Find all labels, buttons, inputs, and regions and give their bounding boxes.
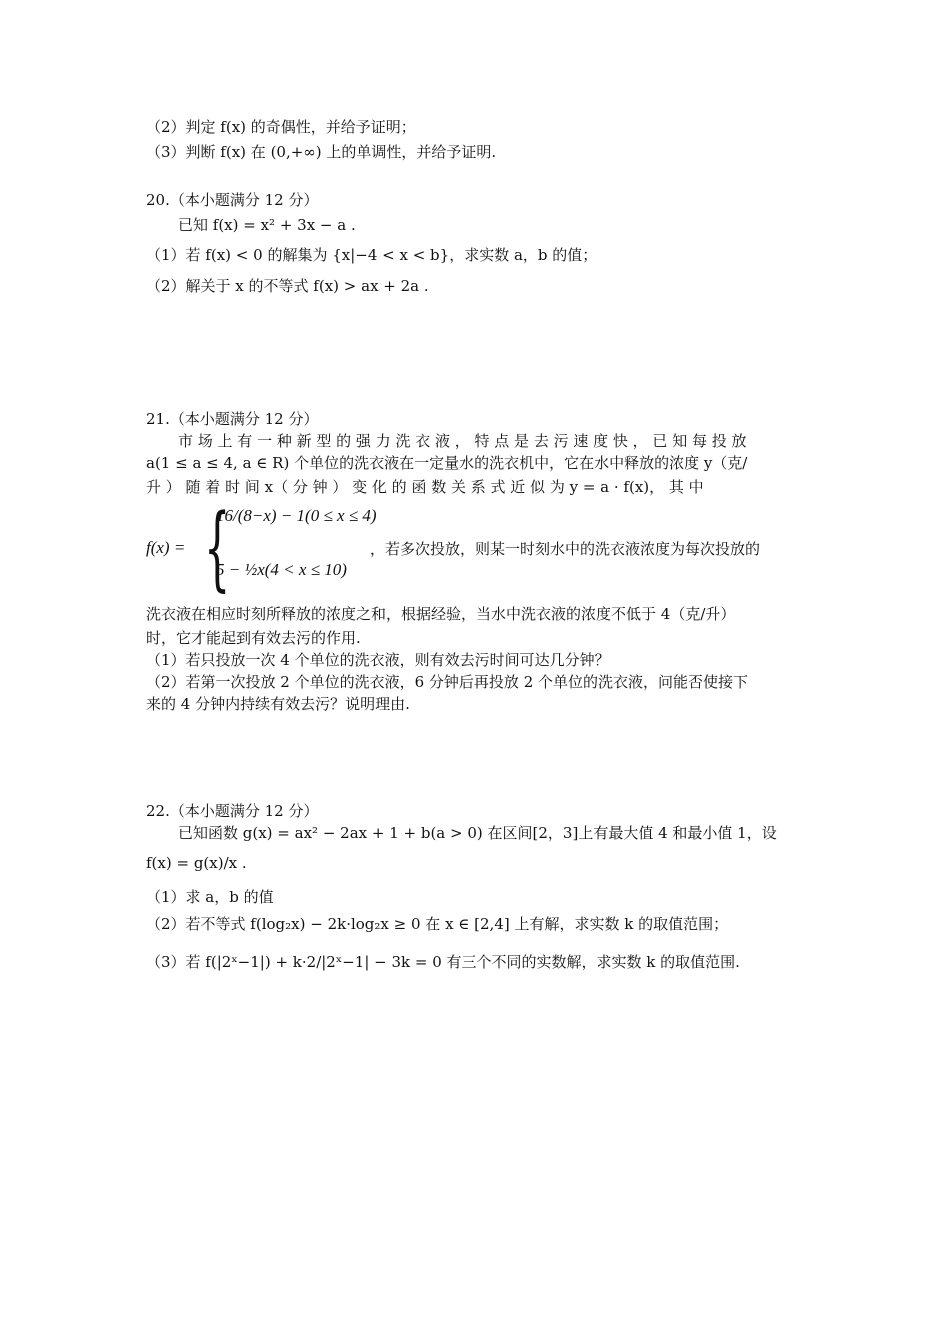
q21-line3: 升 ） 随 着 时 间 x（ 分 钟 ） 变 化 的 函 数 关 系 式 近 似 为 y = a · f(x)， 其 中 bbox=[146, 478, 704, 496]
q22-title: 22.（本小题满分 12 分） bbox=[146, 802, 319, 820]
q22-given: 已知函数 g(x) = ax² − 2ax + 1 + b(a > 0) 在区间[2，3]上有最大值 4 和最小值 1，设 bbox=[178, 824, 777, 842]
piecewise-lhs: f(x) = bbox=[146, 538, 186, 557]
q20-part2: （2）解关于 x 的不等式 f(x) > ax + 2a . bbox=[146, 277, 429, 295]
q21-part2b: 来的 4 分钟内持续有效去污？说明理由. bbox=[146, 695, 410, 713]
q19-part3: （3）判断 f(x) 在 (0,+∞) 上的单调性，并给予证明. bbox=[146, 143, 497, 161]
q22-part1: （1）求 a，b 的值 bbox=[146, 888, 274, 906]
q20-title: 20.（本小题满分 12 分） bbox=[146, 191, 319, 209]
q21-line1: 市 场 上 有 一 种 新 型 的 强 力 洗 衣 液 ， 特 点 是 去 污 速 度 快 ， 已 知 每 投 放 bbox=[178, 432, 747, 450]
piecewise-followup-text: ，若多次投放，则某一时刻水中的洗衣液浓度为每次投放的 bbox=[370, 540, 761, 558]
q21-line5: 洗衣液在相应时刻所释放的浓度之和，根据经验，当水中洗衣液的浓度不低于 4（克/升） bbox=[146, 605, 736, 623]
q22-part3: （3）若 f(|2ˣ−1|) + k·2/|2ˣ−1| − 3k = 0 有三个不同的实数解，求实数 k 的取值范围. bbox=[146, 953, 740, 971]
q19-part2: （2）判定 f(x) 的奇偶性，并给予证明； bbox=[146, 118, 416, 136]
q21-line6: 时，它才能起到有效去污的作用. bbox=[146, 629, 361, 647]
q20-given: 已知 f(x) = x² + 3x − a . bbox=[178, 216, 356, 234]
piecewise-case-1: 16/(8−x) − 1(0 ≤ x ≤ 4) bbox=[216, 506, 377, 525]
q22-part2: （2）若不等式 f(log₂x) − 2k·log₂x ≥ 0 在 x ∈ [2,4] 上有解，求实数 k 的取值范围； bbox=[146, 915, 729, 933]
q22-definition: f(x) = g(x)/x . bbox=[146, 854, 247, 872]
q21-title: 21.（本小题满分 12 分） bbox=[146, 410, 319, 428]
q21-part2a: （2）若第一次投放 2 个单位的洗衣液，6 分钟后再投放 2 个单位的洗衣液，问能否使接下 bbox=[146, 673, 749, 691]
q21-piecewise-function bbox=[146, 494, 826, 601]
piecewise-case-2: 5 − ½x(4 < x ≤ 10) bbox=[216, 560, 347, 579]
left-brace: { bbox=[204, 494, 231, 601]
q20-part1: （1）若 f(x) < 0 的解集为 {x|−4 < x < b}，求实数 a，b 的值； bbox=[146, 246, 598, 264]
q21-line2: a(1 ≤ a ≤ 4, a ∈ R) 个单位的洗衣液在一定量水的洗衣机中，它在水中释放的浓度 y（克/ bbox=[146, 454, 748, 472]
q21-part1: （1）若只投放一次 4 个单位的洗衣液，则有效去污时间可达几分钟？ bbox=[146, 651, 610, 669]
